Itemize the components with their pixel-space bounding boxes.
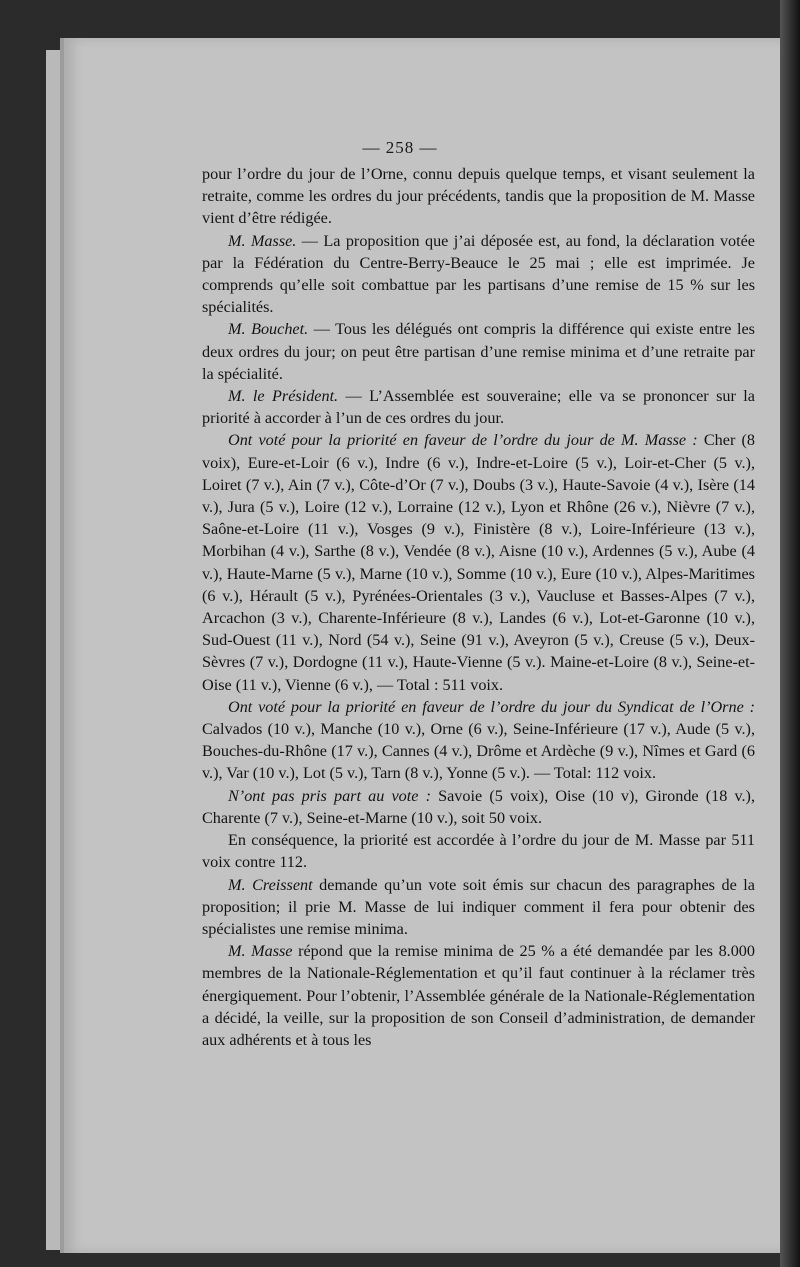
paragraph-text: demande qu’un vote soit émis sur chacun des paragraphes de la proposition; il prie M. Masse de lui indiquer comment il fera pour obtenir des spécialistes une remise minima.: [202, 875, 755, 938]
paragraph-text: — La proposition que j’ai déposée est, au fond, la déclaration votée par la Fédération du Centre-Berry-Beauce le 25 mai ; elle est imprimée. Je comprends qu’elle soit combattue par les partisans d’une remise de 15 % sur les spécialités.: [202, 231, 755, 317]
paragraph-1: [202, 163, 755, 230]
paragraph-text: pour l’ordre du jour de l’Orne, connu depuis quelque temps, et visant seulement la retraite, comme les ordres du jour précédents, tandis que la proposition de M. Masse vient d’être rédigée.: [202, 165, 755, 228]
paragraph-text: — L’Assemblée est souveraine; elle va se prononcer sur la priorité à accorder à l’un de ces ordres du jour.: [202, 387, 755, 428]
vote-heading: Ont voté pour la priorité en faveur de l’ordre du jour de M. Masse :: [228, 431, 698, 450]
speaker-name: M. Masse: [228, 942, 293, 961]
paragraph-text: répond que la remise minima de 25 % a été demandée par les 8.000 membres de la Nationale-Réglementation et qu’il faut continuer à la réclamer très énergiquement. Pour l’obtenir, l’Assemblée générale de la Nationale-Réglementation a décidé, la veille, sur la proposition de son Conseil d’administration, de demander aux adhérents et à tous les: [202, 942, 755, 1049]
paragraph-3: [202, 318, 755, 385]
paragraph-text: Calvados (10 v.), Manche (10 v.), Orne (6 v.), Seine-Inférieure (17 v.), Aude (5 v.), Bouches-du-Rhône (17 v.), Cannes (4 v.), Drôme et Ardèche (9 v.), Nîmes et Gard (6 v.), Var (10 v.), Lot (5 v.), Tarn (8 v.), Yonne (5 v.). — Total: 112 voix.: [202, 720, 755, 783]
paragraph-text: Savoie (5 voix), Oise (10 v), Gironde (18 v.), Charente (7 v.), Seine-et-Marne (10 v.), soit 50 voix.: [202, 786, 755, 827]
paragraph-8: [202, 829, 755, 873]
vote-heading: Ont voté pour la priorité en faveur de l’ordre du jour du Syndicat de l’Orne :: [228, 697, 755, 716]
paragraph-5: [202, 429, 755, 695]
speaker-name: M. Bouchet.: [228, 320, 309, 339]
paragraph-text: — Tous les délégués ont compris la différence qui existe entre les deux ordres du jour; on peut être partisan d’une remise minima et d’une retraite par la spécialité.: [202, 320, 755, 383]
paragraph-4: [202, 385, 755, 429]
page-body: [202, 163, 755, 1051]
paragraph-6: [202, 696, 755, 785]
paragraph-7: [202, 785, 755, 829]
paragraph-10: [202, 940, 755, 1051]
speaker-name: M. Masse.: [228, 231, 297, 250]
paragraph-text: En conséquence, la priorité est accordée à l’ordre du jour de M. Masse par 511 voix contre 112.: [202, 831, 755, 872]
paragraph-text: Cher (8 voix), Eure-et-Loir (6 v.), Indre (6 v.), Indre-et-Loire (5 v.), Loir-et-Cher (5 v.), Loiret (7 v.), Ain (7 v.), Côte-d’Or (7 v.), Doubs (3 v.), Haute-Savoie (4 v.), Isère (14 v.), Jura (5 v.), Loire (12 v.), Lorraine (12 v.), Lyon et Rhône (26 v.), Nièvre (7 v.), Saône-et-Loire (11 v.), Vosges (9 v.), Finistère (8 v.), Loire-Inférieure (13 v.), Morbihan (4 v.), Sarthe (8 v.), Vendée (8 v.), Aisne (10 v.), Ardennes (5 v.), Aube (4 v.), Haute-Marne (5 v.), Marne (10 v.), Somme (10 v.), Eure (10 v.), Alpes-Maritimes (6 v.), Hérault (5 v.), Pyrénées-Orientales (3 v.), Vaucluse et Basses-Alpes (7 v.), Arcachon (3 v.), Charente-Inférieure (8 v.), Landes (6 v.), Lot-et-Garonne (10 v.), Sud-Ouest (11 v.), Nord (54 v.), Seine (91 v.), Aveyron (5 v.), Creuse (5 v.), Deux-Sèvres (7 v.), Dordogne (11 v.), Haute-Vienne (5 v.). Maine-et-Loire (8 v.), Seine-et-Oise (11 v.), Vienne (6 v.), — Total : 511 voix.: [202, 431, 755, 694]
binding-shadow: [780, 0, 800, 1267]
paragraph-2: [202, 230, 755, 319]
speaker-name: M. Creissent: [228, 875, 313, 894]
speaker-name: M. le Président.: [228, 387, 339, 406]
paragraph-9: [202, 874, 755, 941]
page-number: — 258 —: [362, 138, 438, 157]
vote-heading: N’ont pas pris part au vote :: [228, 786, 431, 805]
